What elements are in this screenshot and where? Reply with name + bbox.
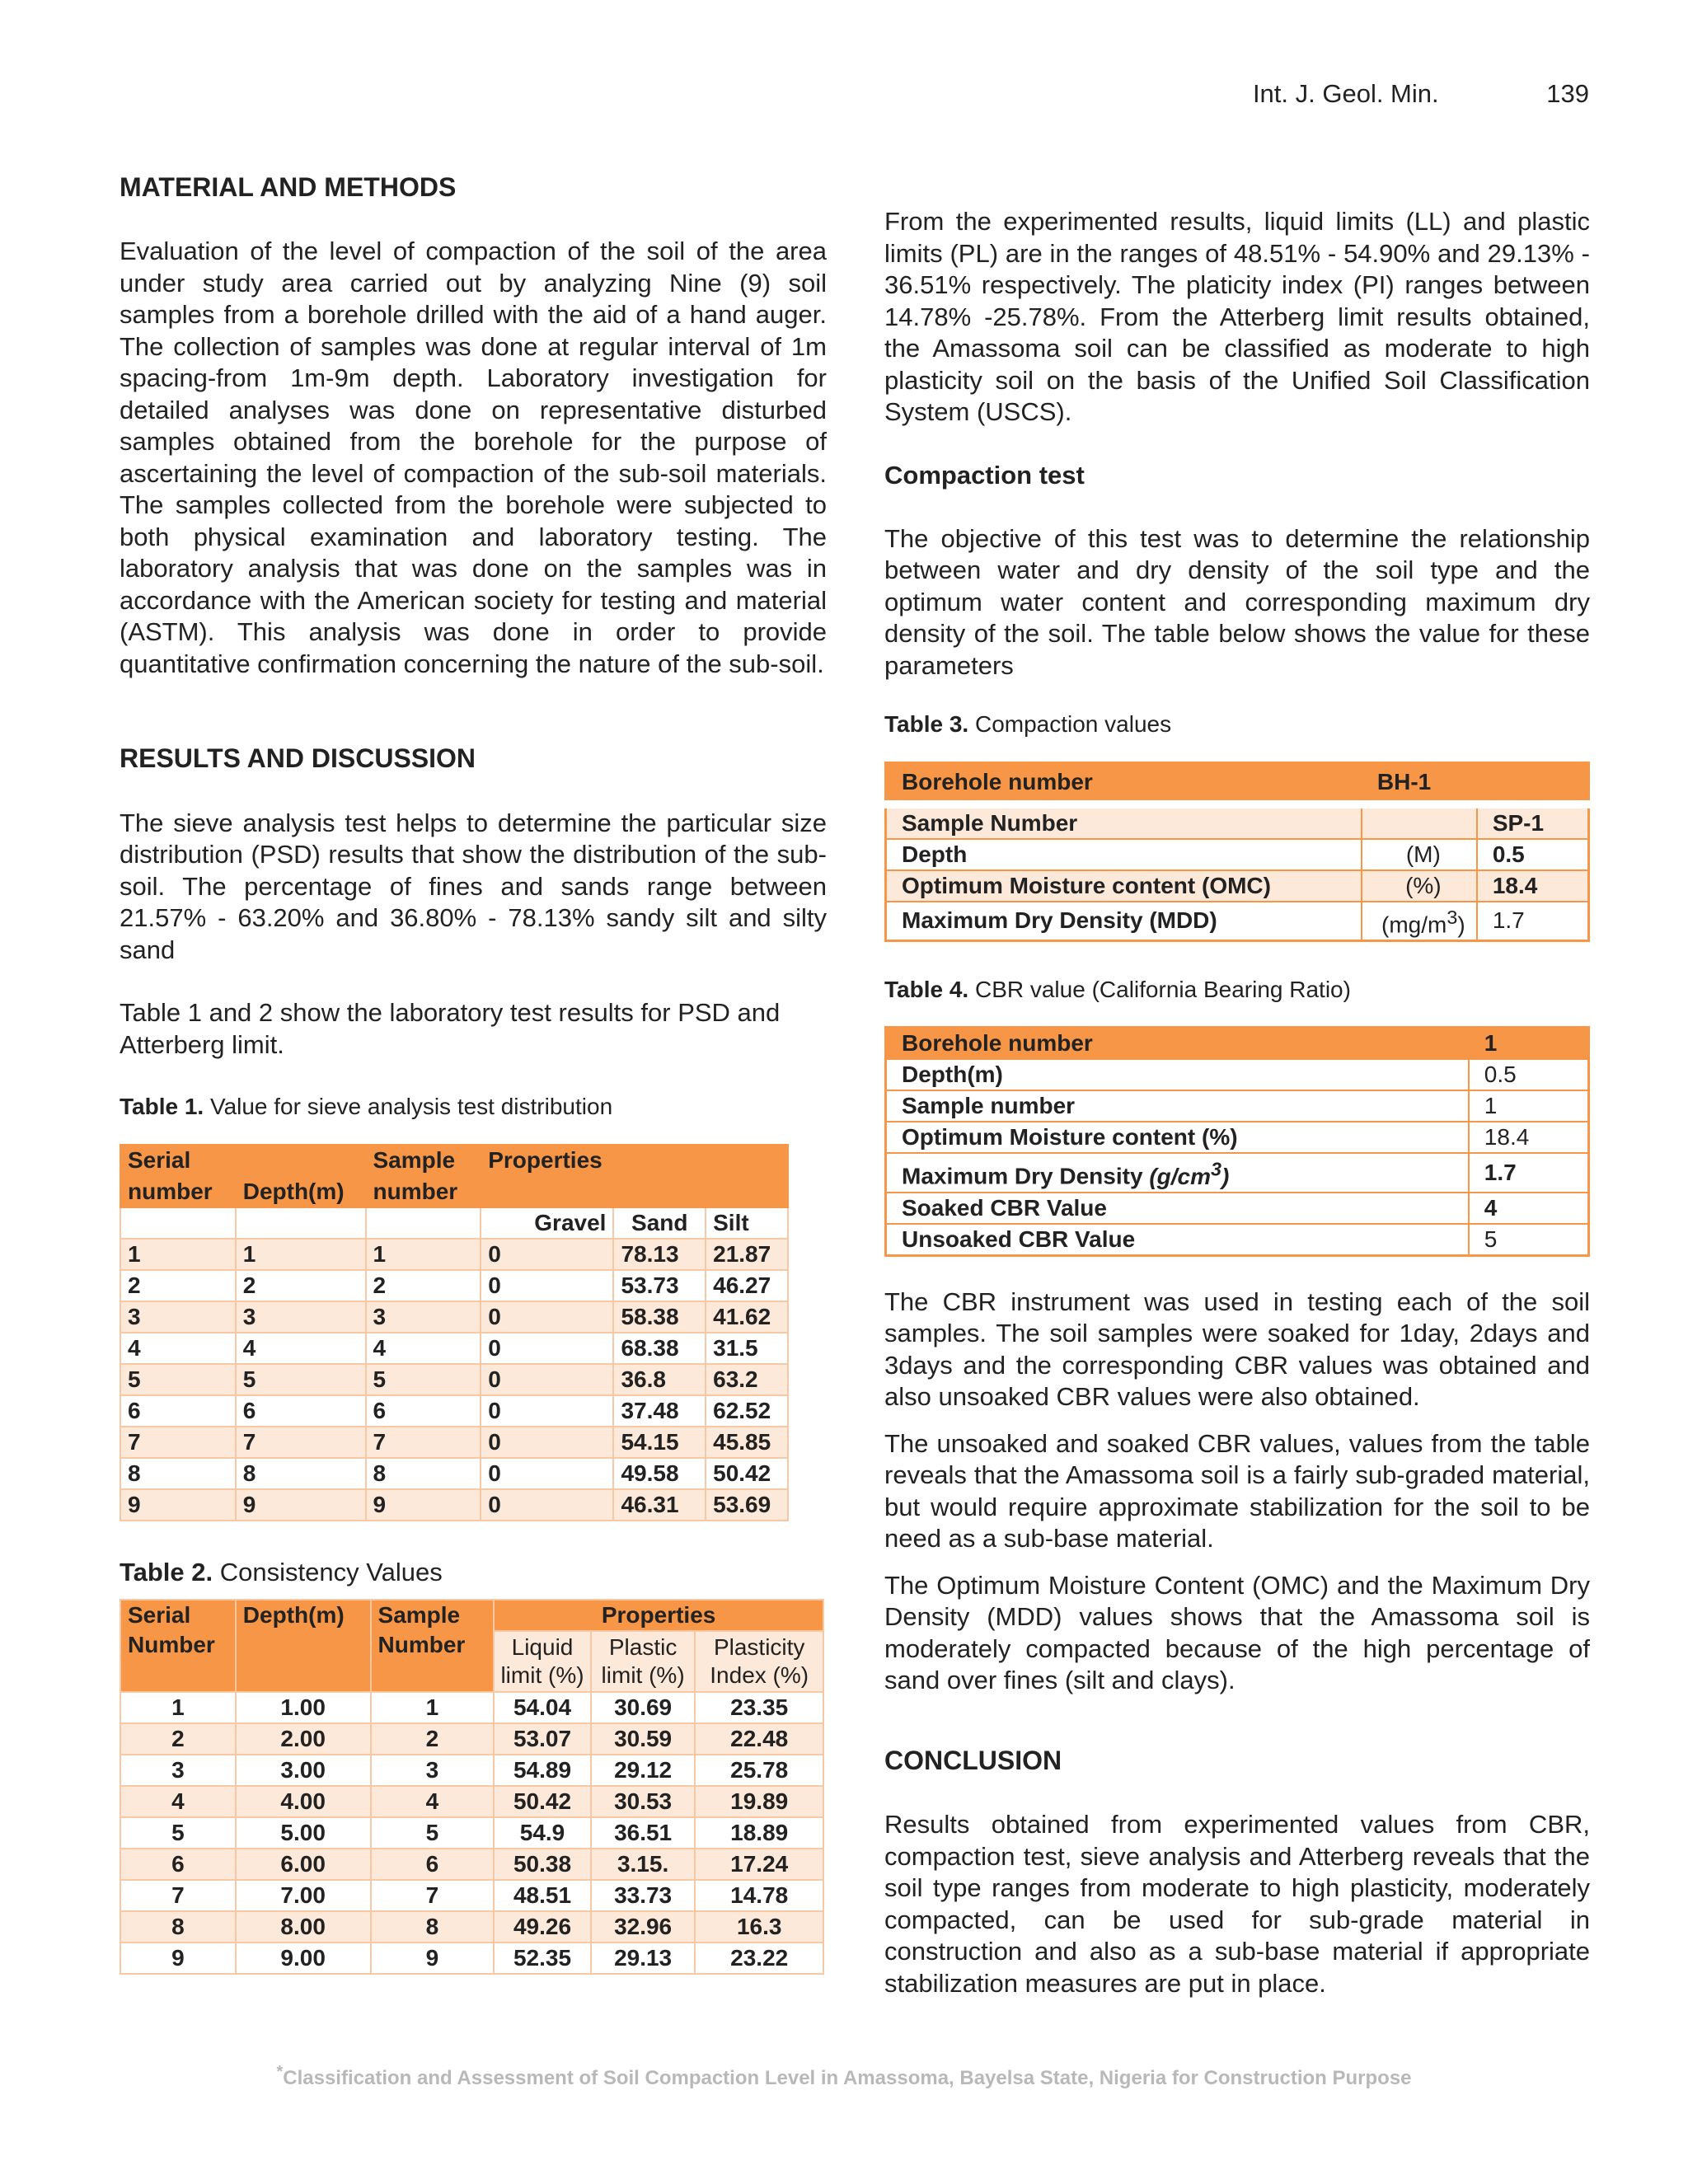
table-row [120,1692,823,1723]
table-cell: 7 [120,1427,236,1458]
table3-caption [884,710,1590,739]
table-cell-value: 18.4 [1477,870,1589,902]
table-cell: 54.15 [613,1427,706,1458]
table-cell: 8 [120,1458,236,1489]
sieve-analysis-table [120,1144,789,1521]
table-row [120,1489,788,1521]
table2-caption-text: Consistency Values [213,1557,443,1586]
table-cell: 53.07 [494,1723,591,1755]
table-cell: 63.2 [706,1364,788,1395]
table2-caption [120,1558,827,1587]
table-cell: 30.69 [591,1692,696,1723]
journal-name: Int. J. Geol. Min. [1252,79,1439,108]
table1-caption-label: Table 1. [120,1094,204,1120]
table-cell: 4 [371,1786,495,1817]
table-cell: 6.00 [236,1849,371,1880]
conclusion-paragraph: Results obtained from experimented values from CBR, compaction test, sieve analysis and Atterberg reveals that the soil type ranges from moderate to high plasticity, moderately compacted, can be used for sub-grade material in construction and also as a sub-base material if appropriate stabilization measures are put in place. [884,1810,1590,1998]
table-cell: 50.38 [494,1849,591,1880]
t1-header-sample: Sample [366,1145,481,1176]
t2-header-serial: Serial Number [120,1600,236,1692]
table-cell: 9 [236,1489,366,1521]
table-cell-unit: $(mg/m^3)$ [1362,902,1477,941]
table-cell: 2 [236,1270,366,1301]
table-cell-value: 5 [1469,1224,1589,1256]
unit-superscript: 3 [1447,906,1458,928]
table-row [120,1239,788,1270]
table-cell: 3.15. [591,1849,696,1880]
table-cell: 5 [120,1817,236,1849]
table-cell: 6 [120,1849,236,1880]
table-cell: 30.53 [591,1786,696,1817]
table-cell: 46.27 [706,1270,788,1301]
table-cell: 1 [120,1692,236,1723]
table-row [120,1333,788,1364]
t2-header-liquid: Liquid limit (%) [494,1631,591,1692]
table-cell: 0 [481,1270,613,1301]
table-cell: 6 [366,1395,481,1427]
t2-header-plasticity: Plasticity Index (%) [695,1631,823,1692]
table-cell: 9 [120,1943,236,1974]
running-header [1253,79,1589,109]
table-cell: 0 [481,1489,613,1521]
table-cell-label: Sample Number [886,804,1362,839]
table-cell-value: 18.4 [1469,1122,1589,1153]
table-cell: 0 [481,1458,613,1489]
table-cell: 32.96 [591,1911,696,1943]
table-cell-value: 1 [1469,1090,1589,1122]
compaction-heading: Compaction test [884,460,1085,490]
table-row [120,1723,823,1755]
table4-caption-label: Table 4. [884,976,969,1002]
table-cell-value: 1.7 [1469,1153,1589,1192]
table-cell-label: Sample number [886,1090,1469,1122]
table-row [120,1364,788,1395]
table-cell: 58.38 [613,1301,706,1333]
conclusion-heading: CONCLUSION [884,1745,1062,1775]
table-cell-value: 4 [1469,1193,1589,1224]
table-cell: 78.13 [613,1239,706,1270]
table-row [886,1059,1589,1090]
table-cell: 0 [481,1427,613,1458]
t4-body [886,1059,1589,1255]
label-unit: $(g/cm^3)$ [1149,1158,1230,1189]
cbr-paragraph-2: The unsoaked and soaked CBR values, values from the table reveals that the Amassoma soil is a fairly sub-graded material, but would require approximate stabilization for the soil to be need as a sub-base material. [884,1428,1590,1554]
methods-paragraph: Evaluation of the level of compaction of the soil of the area under study area carried out by analyzing Nine (9) soil samples from a borehole drilled with the aid of a hand auger. The collection of samples was done at regular interval of 1m spacing-from 1m-9m depth. Laboratory investigation for detailed analyses was done on representative disturbed samples obtained from the borehole for the purpose of ascertaining the level of compaction of the sub-soil materials. The samples collected from the borehole were subjected to both physical examination and laboratory testing. The laboratory analysis that was done on the samples was in accordance with the American society for testing and material (ASTM). This analysis was done in order to provide quantitative confirmation concerning the nature of the sub-soil. [120,237,827,678]
table-cell: 7 [236,1427,366,1458]
table-row [120,1849,823,1880]
table-cell: 50.42 [494,1786,591,1817]
table-cell: 3 [366,1301,481,1333]
table-cell: 48.51 [494,1880,591,1911]
table-row [886,870,1589,902]
table-cell: 53.73 [613,1270,706,1301]
table-row [886,1090,1589,1122]
table-row [886,804,1589,839]
t4-header-borehole: Borehole number [886,1028,1469,1060]
table-cell: 6 [120,1395,236,1427]
table-cell-label: Maximum Dry Density (MDD) [886,902,1362,941]
table-cell: 4 [120,1786,236,1817]
table-cell: 0 [481,1239,613,1270]
table-row [120,1817,823,1849]
table-cell-unit: (M) [1362,839,1477,870]
results-paragraph-1: The sieve analysis test helps to determine the particular size distribution (PSD) results that show the distribution of the sub-soil. The percentage of fines and sands range between 21.57% - 63.20% and 36.80% - 78.13% sandy silt and silty sand [120,808,827,964]
t2-header-depth: Depth(m) [236,1600,371,1692]
table-cell: 62.52 [706,1395,788,1427]
table-cell-value: SP-1 [1477,804,1589,839]
t4-header-value: 1 [1469,1028,1589,1060]
table-cell: 21.87 [706,1239,788,1270]
compaction-table [884,762,1590,942]
t2-header-sample: Sample Number [371,1600,495,1692]
table-cell: 3 [120,1755,236,1786]
table-cell: 23.35 [695,1692,823,1723]
table-cell: 8 [236,1458,366,1489]
table-cell-label: Soaked CBR Value [886,1193,1469,1224]
table-cell: 54.9 [494,1817,591,1849]
results-heading: RESULTS AND DISCUSSION [120,743,476,774]
results-paragraph-2: Table 1 and 2 show the laboratory test results for PSD and Atterberg limit. [120,998,781,1059]
table-cell: 45.85 [706,1427,788,1458]
table-cell: 4 [366,1333,481,1364]
table-cell: 30.59 [591,1723,696,1755]
table-cell: 2 [120,1270,236,1301]
cbr-paragraph-1: The CBR instrument was used in testing each of the soil samples. The soil samples were soaked for 1day, 2days and 3days and the corresponding CBR values was obtained and also unsoaked CBR values were also obtained. [884,1286,1590,1412]
table-row [886,1153,1589,1192]
table3-caption-text: Compaction values [968,711,1172,738]
table-cell: 7 [366,1427,481,1458]
table-cell: 37.48 [613,1395,706,1427]
table-cell: 2 [366,1270,481,1301]
right-column [884,206,1590,1999]
table-cell: 16.3 [695,1911,823,1943]
table-cell: 7 [120,1880,236,1911]
table-cell: 68.38 [613,1333,706,1364]
table-cell: 9 [371,1943,495,1974]
table-row [120,1427,788,1458]
t1-header-serial: Serial [120,1145,236,1176]
table-cell: 4.00 [236,1786,371,1817]
table-row [120,1880,823,1911]
table4-caption [884,975,1590,1005]
table-cell: 33.73 [591,1880,696,1911]
table-cell: 36.8 [613,1364,706,1395]
table-cell: 46.31 [613,1489,706,1521]
table-row [120,1395,788,1427]
methods-heading: MATERIAL AND METHODS [120,172,457,202]
table-cell-unit [1362,804,1477,839]
table-cell: 0 [481,1301,613,1333]
table-cell: 1 [371,1692,495,1723]
table-cell: 36.51 [591,1817,696,1849]
table-cell: 29.12 [591,1755,696,1786]
atterberg-paragraph: From the experimented results, liquid limits (LL) and plastic limits (PL) are in the ranges of 48.51% - 54.90% and 29.13% - 36.51% respectively. The platicity index (PI) ranges between 14.78% -25.78%. From the Atterberg limit results obtained, the Amassoma soil can be classified as moderate to high plasticity soil on the basis of the Unified Soil Classification System (USCS). [884,207,1590,426]
t1-body [120,1239,788,1521]
t1-header-silt: Silt [706,1207,788,1239]
table-row [886,1193,1589,1224]
table-cell: 23.22 [695,1943,823,1974]
table-cell: 7.00 [236,1880,371,1911]
table-cell: 6 [236,1395,366,1427]
t3-body [886,804,1589,941]
table-row [886,1224,1589,1256]
table2-caption-label: Table 2. [120,1557,213,1586]
t2-header-properties: Properties [494,1600,823,1631]
table-cell: 1 [236,1239,366,1270]
t2-header-plastic: Plastic limit (%) [591,1631,696,1692]
table-cell: 41.62 [706,1301,788,1333]
table-cell: 5 [371,1817,495,1849]
t1-header-depth: Depth(m) [236,1176,366,1207]
table-cell: 54.04 [494,1692,591,1723]
t3-header-bh: BH-1 [1362,762,1589,804]
cbr-paragraph-3: The Optimum Moisture Content (OMC) and the Maximum Dry Density (MDD) values shows that the Amassoma soil is moderately compacted because of the high percentage of sand over fines (silt and clays). [884,1570,1590,1695]
table-cell: 5.00 [236,1817,371,1849]
table-cell: 17.24 [695,1849,823,1880]
table-cell-value: 0.5 [1477,839,1589,870]
t1-header-sand: Sand [613,1207,706,1239]
t1-header-properties: Properties [481,1145,788,1176]
table3-caption-label: Table 3. [884,711,969,738]
table-cell: 22.48 [695,1723,823,1755]
table-cell: 3 [120,1301,236,1333]
table-cell: 53.69 [706,1489,788,1521]
table1-caption-text: Value for sieve analysis test distribution [204,1094,613,1120]
table-cell-label: Optimum Moisture content (%) [886,1122,1469,1153]
page-number: 139 [1546,79,1589,108]
table-row [886,839,1589,870]
table-row [120,1786,823,1817]
table-cell: 8 [120,1911,236,1943]
table-cell-label: Optimum Moisture content (OMC) [886,870,1362,902]
t3-header-borehole: Borehole number [886,762,1362,804]
table-cell: 49.58 [613,1458,706,1489]
table-row [120,1458,788,1489]
footer-mark: * [276,2063,284,2081]
table-cell: 6 [371,1849,495,1880]
table-cell: 9 [120,1489,236,1521]
table-cell-label: Depth(m) [886,1059,1469,1090]
table-cell: 8 [366,1458,481,1489]
t1-header-number: number [120,1176,236,1207]
running-footer [0,2063,1688,2090]
table-row [120,1270,788,1301]
table-row [120,1911,823,1943]
unit-superscript: 3 [1211,1158,1221,1180]
table-cell: 18.89 [695,1817,823,1849]
table-cell: 0 [481,1364,613,1395]
table-row [120,1301,788,1333]
table-cell: 2 [120,1723,236,1755]
t1-header-gravel: Gravel [481,1207,613,1239]
table-cell: 2.00 [236,1723,371,1755]
table-cell: 4 [236,1333,366,1364]
table-cell: 19.89 [695,1786,823,1817]
table-cell: 1 [120,1239,236,1270]
table-cell: 52.35 [494,1943,591,1974]
compaction-paragraph: The objective of this test was to determine the relationship between water and dry density of the soil type and the optimum water content and corresponding maximum dry density of the soil. The table below shows the value for these parameters [884,523,1590,680]
table-cell: 7 [371,1880,495,1911]
table-row [120,1943,823,1974]
table-cell: 31.5 [706,1333,788,1364]
table-row [120,1755,823,1786]
table4-caption-text: CBR value (California Bearing Ratio) [968,976,1351,1002]
table-cell: 3 [236,1301,366,1333]
table-cell: 50.42 [706,1458,788,1489]
table-cell: 9 [366,1489,481,1521]
table-cell: 14.78 [695,1880,823,1911]
table-cell: 5 [236,1364,366,1395]
table-cell: 29.13 [591,1943,696,1974]
table-cell: 49.26 [494,1911,591,1943]
table-cell: 1.00 [236,1692,371,1723]
table-cell: 1 [366,1239,481,1270]
table-cell: 0 [481,1333,613,1364]
table-cell: 2 [371,1723,495,1755]
table-cell: 0 [481,1395,613,1427]
table-cell-label: Depth [886,839,1362,870]
table-cell: 3 [371,1755,495,1786]
table-cell: 54.89 [494,1755,591,1786]
consistency-table [120,1599,824,1975]
table-cell-value: 0.5 [1469,1059,1589,1090]
table-cell: 5 [120,1364,236,1395]
table-cell: 4 [120,1333,236,1364]
table-cell: 5 [366,1364,481,1395]
table-cell: 8.00 [236,1911,371,1943]
footer-title: Classification and Assessment of Soil Compaction Level in Amassoma, Bayelsa State, Nigeria for Construction Purpose [283,2067,1412,2089]
table-row [886,1122,1589,1153]
table-cell-label: Maximum Dry Density $(g/cm^3)$ [886,1153,1469,1192]
table-cell: 25.78 [695,1755,823,1786]
left-column [120,171,827,1975]
table-cell-label: Unsoaked CBR Value [886,1224,1469,1256]
t2-body [120,1692,823,1974]
table-cell-unit: (%) [1362,870,1477,902]
table-cell: 8 [371,1911,495,1943]
cbr-table [884,1026,1590,1256]
table-cell-value: 1.7 [1477,902,1589,941]
table1-caption [120,1092,827,1122]
table-cell: 9.00 [236,1943,371,1974]
t1-header-sample-number: number [366,1176,481,1207]
table-cell: 3.00 [236,1755,371,1786]
table-row [886,902,1589,941]
